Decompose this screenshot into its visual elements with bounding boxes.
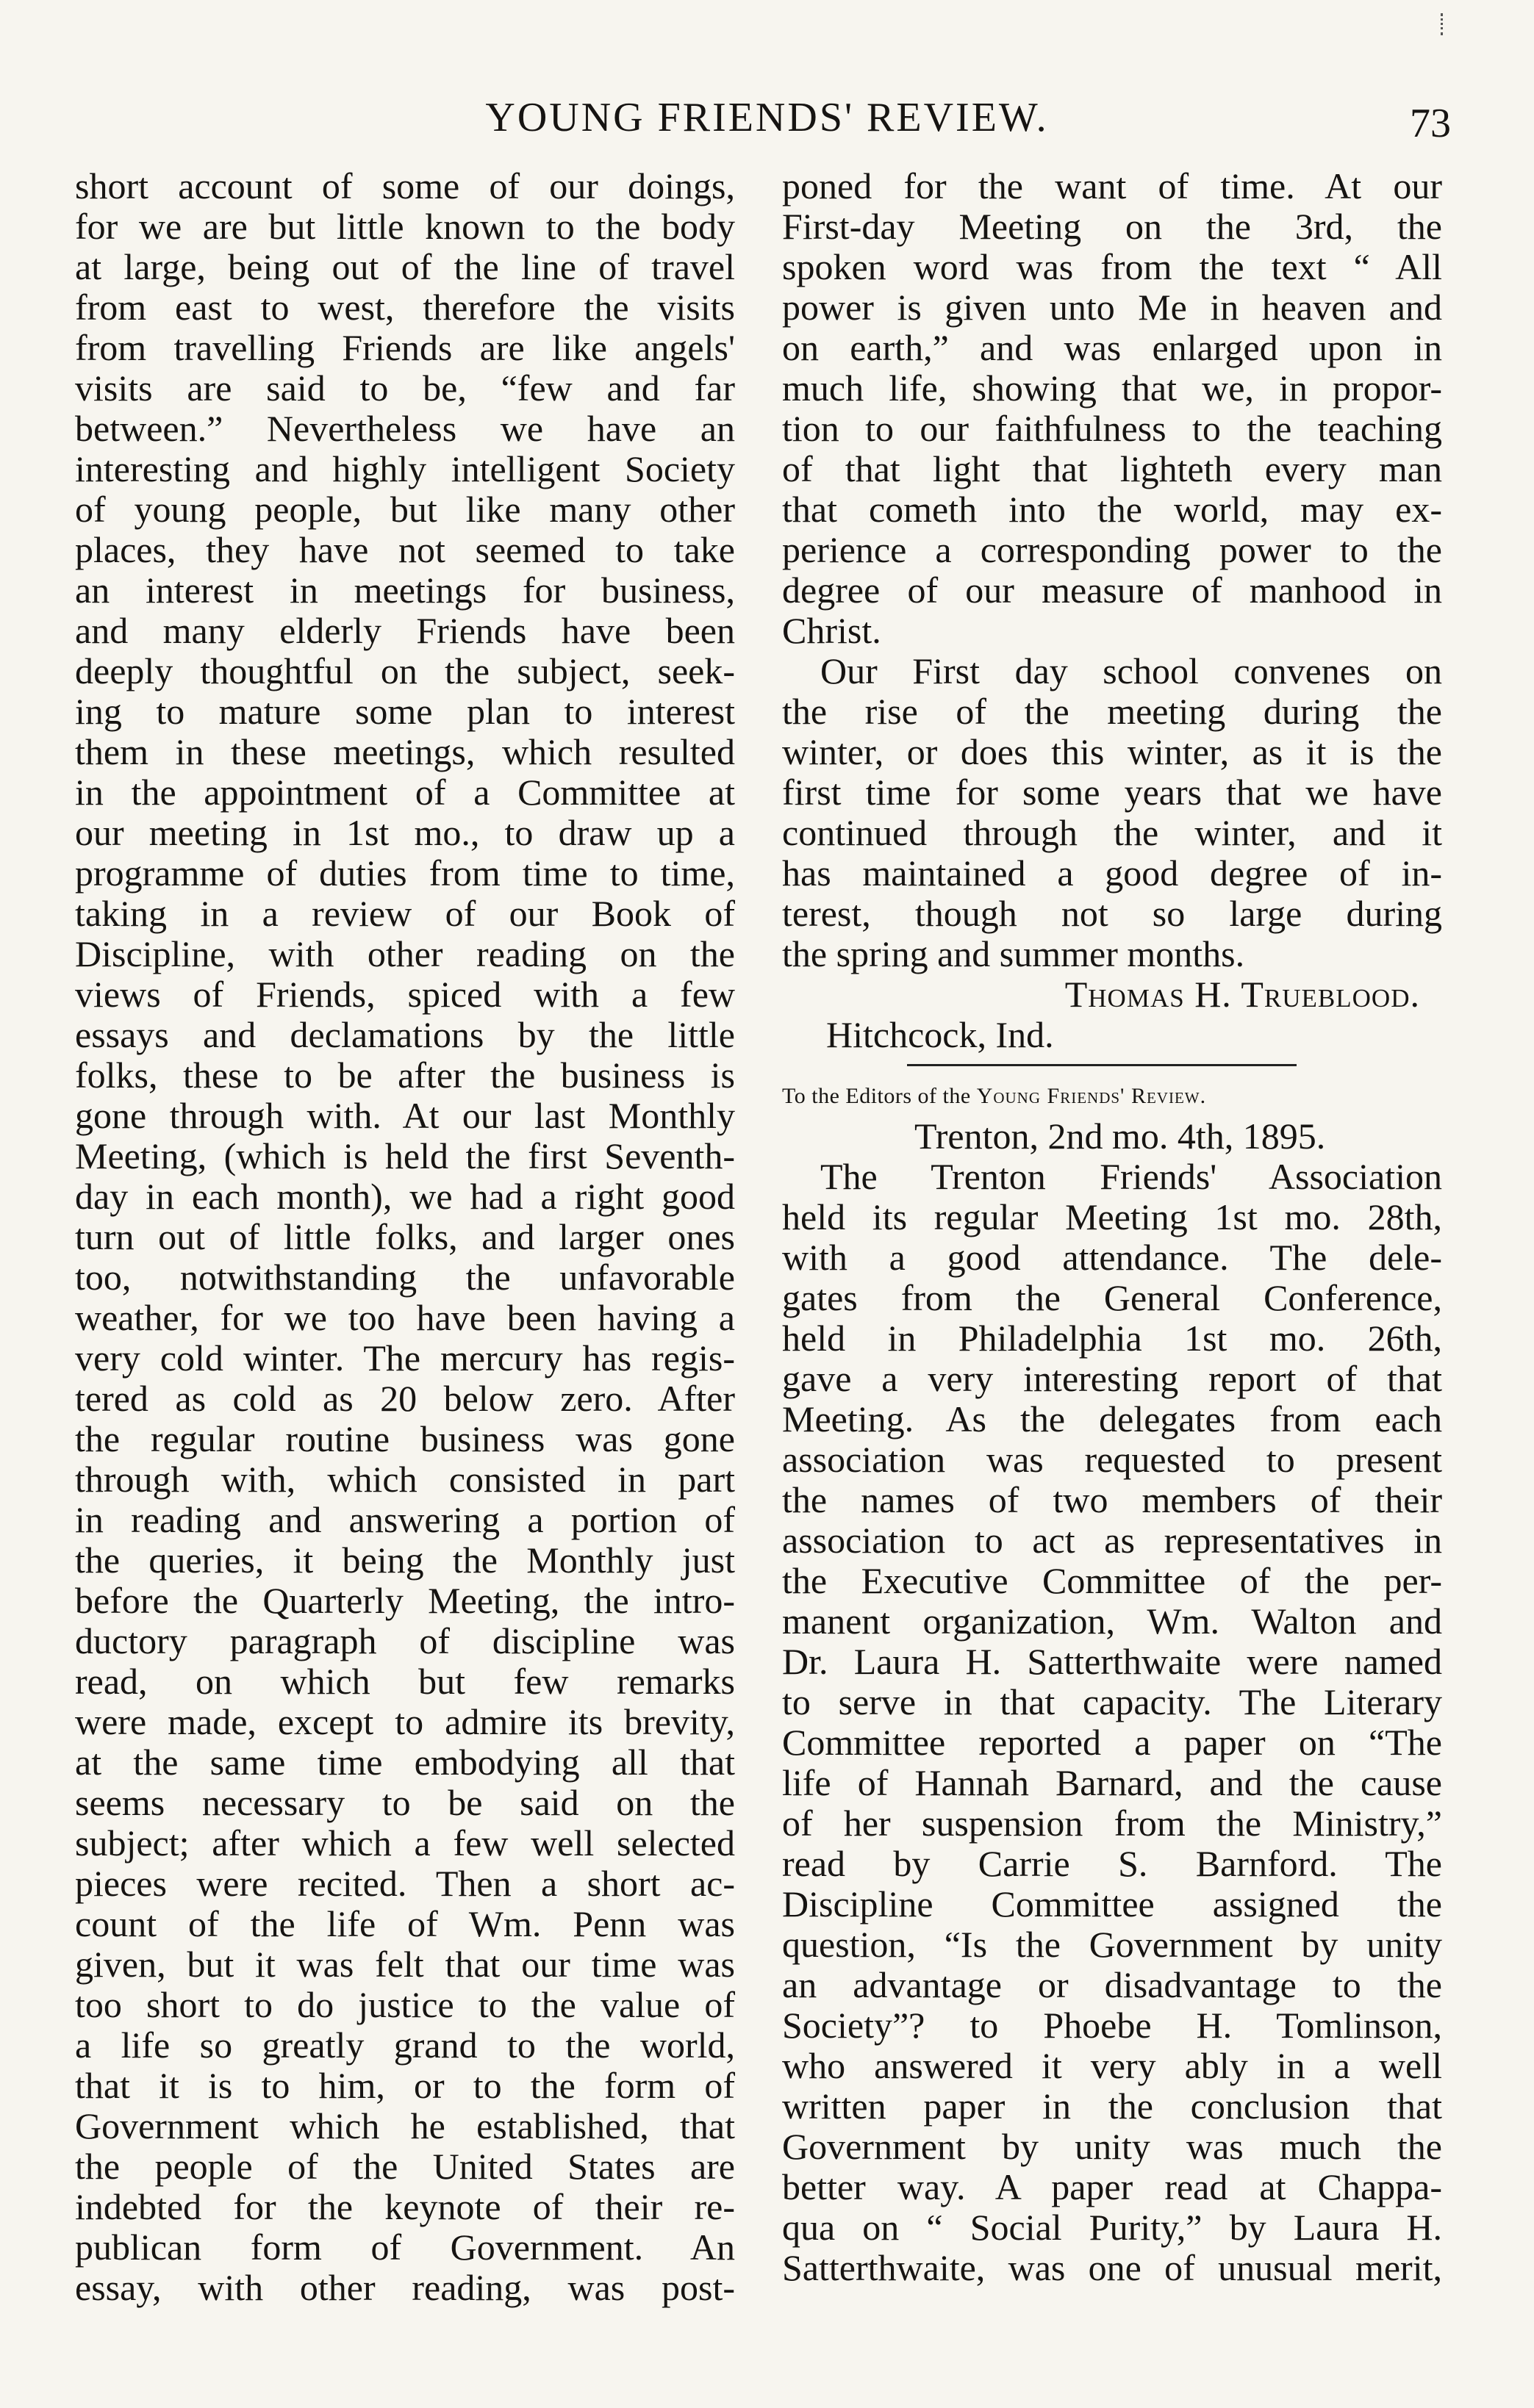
text-line: folks, these to be after the business is bbox=[75, 1054, 735, 1096]
text-line: interesting and highly intelligent Society bbox=[75, 448, 735, 489]
text-line: Government which he established, that bbox=[75, 2105, 735, 2146]
text-line: read, on which but few remarks bbox=[75, 1661, 735, 1702]
paragraph-sermon bbox=[782, 166, 1442, 651]
text-line: through with, which consisted in part bbox=[75, 1459, 735, 1500]
section-divider bbox=[782, 1055, 1442, 1076]
text-line: the Executive Committee of the per- bbox=[782, 1560, 1442, 1601]
text-line: turn out of little folks, and larger ones bbox=[75, 1216, 735, 1257]
text-line: the queries, it being the Monthly just bbox=[75, 1539, 735, 1581]
text-line: views of Friends, spiced with a few bbox=[75, 974, 735, 1015]
text-line: weather, for we too have been having a bbox=[75, 1297, 735, 1338]
editors-note-journal: Young Friends' Review. bbox=[976, 1084, 1207, 1108]
dateline: Trenton, 2nd mo. 4th, 1895. bbox=[914, 1115, 1326, 1157]
place-line: Hitchcock, Ind. bbox=[826, 1014, 1054, 1055]
text-line: of her suspension from the Ministry,” bbox=[782, 1803, 1442, 1844]
text-line: Christ. bbox=[782, 610, 881, 651]
left-column bbox=[75, 166, 735, 2308]
text-line: pieces were recited. Then a short ac- bbox=[75, 1863, 735, 1904]
text-line: taking in a review of our Book of bbox=[75, 893, 735, 934]
text-line: very cold winter. The mercury has regis- bbox=[75, 1337, 735, 1379]
editors-note bbox=[782, 1076, 1442, 1116]
text-line: Dr. Laura H. Satterthwaite were named bbox=[782, 1641, 1442, 1682]
text-line: much life, showing that we, in propor- bbox=[782, 367, 1442, 409]
text-line: power is given unto Me in heaven and bbox=[782, 287, 1442, 328]
text-line: Discipline, with other reading on the bbox=[75, 933, 735, 974]
text-line: Discipline Committee assigned the bbox=[782, 1883, 1442, 1924]
text-line: to serve in that capacity. The Literary bbox=[782, 1681, 1442, 1722]
text-line: in reading and answering a portion of bbox=[75, 1499, 735, 1540]
text-line: association was requested to present bbox=[782, 1439, 1442, 1480]
text-line: spoken word was from the text “ All bbox=[782, 246, 1442, 287]
text-line: Society”? to Phoebe H. Tomlinson, bbox=[782, 2005, 1442, 2046]
text-line: of young people, but like many other bbox=[75, 489, 735, 530]
text-line: perience a corresponding power to the bbox=[782, 529, 1442, 570]
text-line: between.” Nevertheless we have an bbox=[75, 408, 735, 449]
text-line: association to act as representatives in bbox=[782, 1520, 1442, 1561]
text-line: for we are but little known to the body bbox=[75, 206, 735, 247]
text-line: that cometh into the world, may ex- bbox=[782, 489, 1442, 530]
text-line: continued through the winter, and it bbox=[782, 812, 1442, 853]
text-line: the spring and summer months. bbox=[782, 933, 1245, 974]
text-line: has maintained a good degree of in- bbox=[782, 852, 1442, 894]
text-line: visits are said to be, “few and far bbox=[75, 367, 735, 409]
text-line: day in each month), we had a right good bbox=[75, 1176, 735, 1217]
text-line: First-day Meeting on the 3rd, the bbox=[782, 206, 1442, 247]
text-line: essays and declamations by the little bbox=[75, 1014, 735, 1055]
text-line: essay, with other reading, was post- bbox=[75, 2267, 735, 2308]
text-line: ductory paragraph of discipline was bbox=[75, 1620, 735, 1661]
text-line: qua on “ Social Purity,” by Laura H. bbox=[782, 2207, 1442, 2248]
text-line: tered as cold as 20 below zero. After bbox=[75, 1378, 735, 1419]
text-line: an interest in meetings for business, bbox=[75, 569, 735, 611]
text-line: at the same time embodying all that bbox=[75, 1742, 735, 1783]
text-line: life of Hannah Barnard, and the cause bbox=[782, 1762, 1442, 1803]
signature: Thomas H. Trueblood. bbox=[1064, 974, 1420, 1015]
text-line: seems necessary to be said on the bbox=[75, 1782, 735, 1823]
text-line: from east to west, therefore the visits bbox=[75, 287, 735, 328]
text-line: Satterthwaite, was one of unusual merit, bbox=[782, 2247, 1442, 2288]
right-column bbox=[782, 166, 1442, 2288]
page-number: 73 bbox=[1410, 101, 1451, 146]
text-line: held its regular Meeting 1st mo. 28th, bbox=[782, 1196, 1442, 1237]
text-line: gone through with. At our last Monthly bbox=[75, 1095, 735, 1136]
print-speck bbox=[1441, 13, 1446, 35]
text-line: a life so greatly grand to the world, bbox=[75, 2024, 735, 2066]
text-line: poned for the want of time. At our bbox=[782, 165, 1442, 206]
editors-note-prefix: To the Editors of the bbox=[782, 1084, 971, 1108]
text-line: the people of the United States are bbox=[75, 2146, 735, 2187]
text-line: subject; after which a few well selected bbox=[75, 1822, 735, 1863]
text-line: winter, or does this winter, as it is the bbox=[782, 731, 1442, 772]
text-line: read by Carrie S. Barnford. The bbox=[782, 1843, 1442, 1884]
text-line: on earth,” and was enlarged upon in bbox=[782, 327, 1442, 368]
text-line: the regular routine business was gone bbox=[75, 1418, 735, 1459]
text-line: given, but it was felt that our time was bbox=[75, 1944, 735, 1985]
text-line: ing to mature some plan to interest bbox=[75, 691, 735, 732]
text-line: degree of our measure of manhood in bbox=[782, 569, 1442, 611]
text-line: gates from the General Conference, bbox=[782, 1277, 1442, 1318]
text-line: that it is to him, or to the form of bbox=[75, 2065, 735, 2106]
text-line: places, they have not seemed to take bbox=[75, 529, 735, 570]
text-line: publican form of Government. An bbox=[75, 2226, 735, 2268]
text-line: better way. A paper read at Chappa- bbox=[782, 2166, 1442, 2207]
text-line: too, notwithstanding the unfavorable bbox=[75, 1257, 735, 1298]
text-line: them in these meetings, which resulted bbox=[75, 731, 735, 772]
text-line: tion to our faithfulness to the teaching bbox=[782, 408, 1442, 449]
text-line: first time for some years that we have bbox=[782, 772, 1442, 813]
text-line: before the Quarterly Meeting, the intro- bbox=[75, 1580, 735, 1621]
text-line: our meeting in 1st mo., to draw up a bbox=[75, 812, 735, 853]
text-line: the rise of the meeting during the bbox=[782, 691, 1442, 732]
text-line: question, “Is the Government by unity bbox=[782, 1924, 1442, 1965]
text-line: deeply thoughtful on the subject, seek- bbox=[75, 650, 735, 691]
text-line: of that light that lighteth every man bbox=[782, 448, 1442, 489]
text-line: at large, being out of the line of travel bbox=[75, 246, 735, 287]
text-line: programme of duties from time to time, bbox=[75, 852, 735, 894]
text-line: count of the life of Wm. Penn was bbox=[75, 1903, 735, 1944]
text-line: too short to do justice to the value of bbox=[75, 1984, 735, 2025]
text-line: from travelling Friends are like angels' bbox=[75, 327, 735, 368]
text-line: the names of two members of their bbox=[782, 1479, 1442, 1520]
text-line: in the appointment of a Committee at bbox=[75, 772, 735, 813]
paragraph-trenton-association bbox=[782, 1157, 1442, 2288]
text-line: and many elderly Friends have been bbox=[75, 610, 735, 651]
text-line: who answered it very ably in a well bbox=[782, 2045, 1442, 2086]
text-line: written paper in the conclusion that bbox=[782, 2085, 1442, 2127]
text-line: were made, except to admire its brevity, bbox=[75, 1701, 735, 1742]
text-line: gave a very interesting report of that bbox=[782, 1358, 1442, 1399]
text-line: Meeting, (which is held the first Seventh- bbox=[75, 1135, 735, 1176]
text-line: Our First day school convenes on bbox=[820, 650, 1442, 691]
text-line: The Trenton Friends' Association bbox=[820, 1156, 1442, 1197]
running-header-title: YOUNG FRIENDS' REVIEW. bbox=[485, 95, 1049, 140]
text-line: indebted for the keynote of their re- bbox=[75, 2186, 735, 2227]
text-line: with a good attendance. The dele- bbox=[782, 1237, 1442, 1278]
text-line: Government by unity was much the bbox=[782, 2126, 1442, 2167]
text-line: Meeting. As the delegates from each bbox=[782, 1398, 1442, 1440]
paragraph-first-day-school bbox=[782, 651, 1442, 974]
text-line: held in Philadelphia 1st mo. 26th, bbox=[782, 1318, 1442, 1359]
text-line: Committee reported a paper on “The bbox=[782, 1722, 1442, 1763]
text-line: an advantage or disadvantage to the bbox=[782, 1964, 1442, 2005]
text-line: manent organization, Wm. Walton and bbox=[782, 1600, 1442, 1642]
text-line: short account of some of our doings, bbox=[75, 165, 735, 206]
text-line: terest, though not so large during bbox=[782, 893, 1442, 934]
